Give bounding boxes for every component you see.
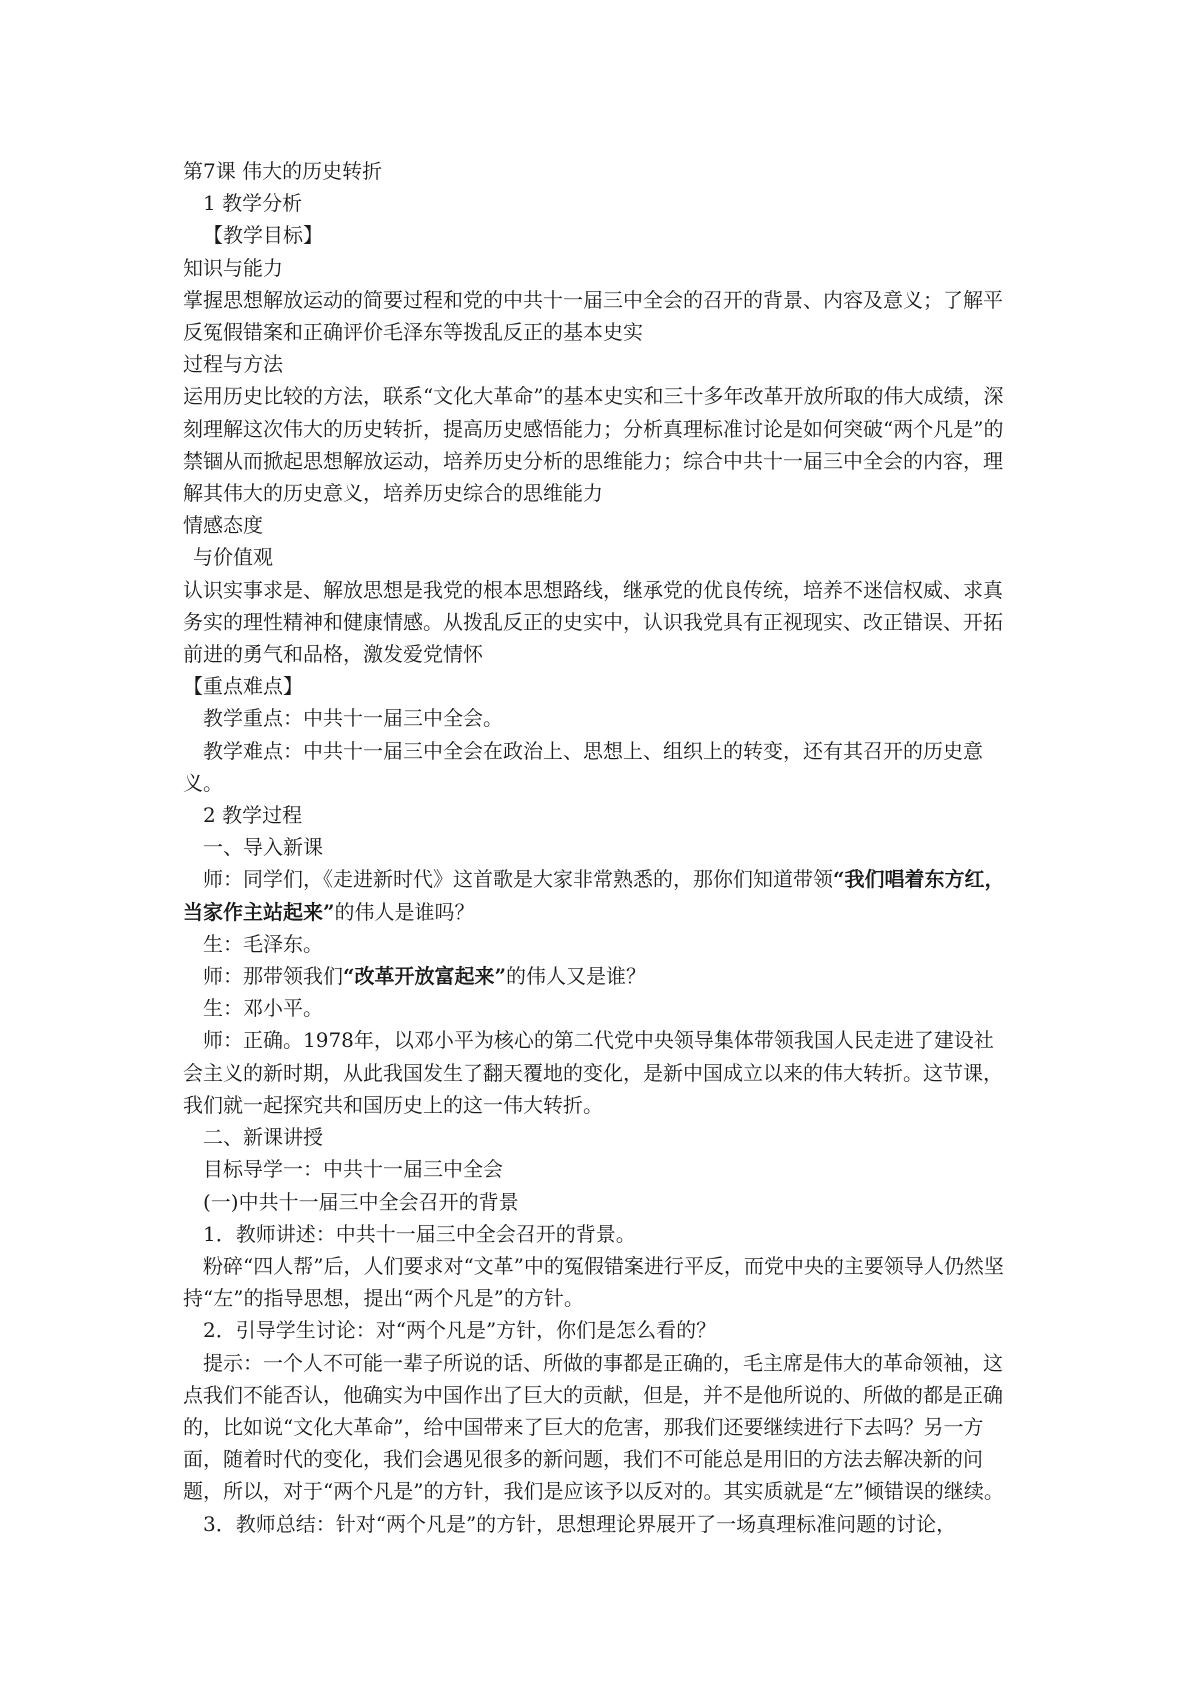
teacher-line-2-b: 的伟人又是谁？ xyxy=(506,964,647,989)
teacher-line-3: 师：正确。1978年，以邓小平为核心的第二代党中央领导集体带领我国人民走进了建设社会主义的新时期，从此我国发生了翻天覆地的变化，是新中国成立以来的伟大转折。这节课，我们就一起探究共和国历史上的这一伟大转折。 xyxy=(183,1028,1003,1117)
key-point: 教学重点：中共十一届三中全会。 xyxy=(203,706,503,731)
teaching-goals-heading: 【教学目标】 xyxy=(203,223,323,248)
knowledge-paragraph: 掌握思想解放运动的简要过程和党的中共十一届三中全会的召开的背景、内容及意义；了解平反冤假错案和正确评价毛泽东等拨乱反正的基本史实 xyxy=(183,287,1003,345)
student-answer-2: 生：邓小平。 xyxy=(203,996,323,1021)
item-1: 1．教师讲述：中共十一届三中全会召开的背景。 xyxy=(203,1221,636,1246)
lesson-title: 第7课 伟大的历史转折 xyxy=(183,159,383,183)
process-heading: 过程与方法 xyxy=(183,352,283,377)
difficult-point: 教学难点：中共十一届三中全会在政治上、思想上、组织上的转变，还有其召开的历史意义。 xyxy=(183,738,983,795)
hint-paragraph: 提示：一个人不可能一辈子所说的话、所做的事都是正确的，毛主席是伟大的革命领袖，这点我们不能否认，他确实为中国作出了巨大的贡献，但是，并不是他所说的、所做的都是正确的，比如说“文化大革命”，给中国带来了巨大的危害，那我们还要继续进行下去吗？另一方面，随着时代的变化，我们会遇见很多的新问题，我们不可能总是用旧的方法去解决新的问题，所以，对于“两个凡是”的方针，我们是应该予以反对的。其实质就是“左”倾错误的继续。 xyxy=(183,1350,1004,1504)
emotion-paragraph: 认识实事求是、解放思想是我党的根本思想路线，继承党的优良传统，培养不迷信权威、求真务实的理性精神和健康情感。从拨乱反正的史实中，认识我党具有正视现实、改正错误、开拓前进的勇气和品格，激发爱党情怀 xyxy=(183,577,1003,667)
new-lesson-heading: 二、新课讲授 xyxy=(203,1125,323,1150)
item-3: 3．教师总结：针对“两个凡是”的方针，思想理论界展开了一场真理标准问题的讨论， xyxy=(203,1511,957,1536)
document-body xyxy=(183,155,1013,1540)
teacher-line-1-b: 的伟人是谁吗？ xyxy=(334,899,475,924)
knowledge-heading: 知识与能力 xyxy=(183,255,283,280)
values-heading: 与价值观 xyxy=(193,545,273,570)
teacher-line-1-bold: “我们唱着东方红，当家作主站起来” xyxy=(183,867,1005,924)
teacher-line-1-a: 师：同学们，《走进新时代》这首歌是大家非常熟悉的，那你们知道带领 xyxy=(203,867,833,892)
student-answer-1: 生：毛泽东。 xyxy=(203,931,323,956)
process-paragraph: 运用历史比较的方法，联系“文化大革命”的基本史实和三十多年改革开放所取的伟大成绩，深刻理解这次伟大的历史转折，提高历史感悟能力；分析真理标准讨论是如何突破“两个凡是”的禁锢从而掀起思想解放运动，培养历史分析的思维能力；综合中共十一届三中全会的内容，理解其伟大的历史意义，培养历史综合的思维能力 xyxy=(183,384,1004,506)
section-heading-process: 2 教学过程 xyxy=(203,803,303,828)
goal-one: 目标导学一：中共十一届三中全会 xyxy=(203,1157,503,1182)
teacher-line-2 xyxy=(183,960,1013,992)
emotion-heading: 情感态度 xyxy=(183,513,263,538)
background-heading: (一)中共十一届三中全会召开的背景 xyxy=(203,1189,519,1214)
teacher-line-2-bold: “改革开放富起来” xyxy=(343,964,507,989)
item-1-text: 粉碎“四人帮”后，人们要求对“文革”中的冤假错案进行平反，而党中央的主要领导人仍然坚持“左”的指导思想，提出“两个凡是”的方针。 xyxy=(183,1253,1004,1311)
section-heading-analysis: 1 教学分析 xyxy=(203,191,303,216)
key-points-heading: 【重点难点】 xyxy=(183,674,303,699)
item-2: 2．引导学生讨论：对“两个凡是”方针，你们是怎么看的？ xyxy=(203,1318,717,1343)
teacher-line-2-a: 师：那带领我们 xyxy=(203,964,343,989)
teacher-line-1 xyxy=(183,863,1013,927)
intro-heading: 一、导入新课 xyxy=(203,835,323,860)
